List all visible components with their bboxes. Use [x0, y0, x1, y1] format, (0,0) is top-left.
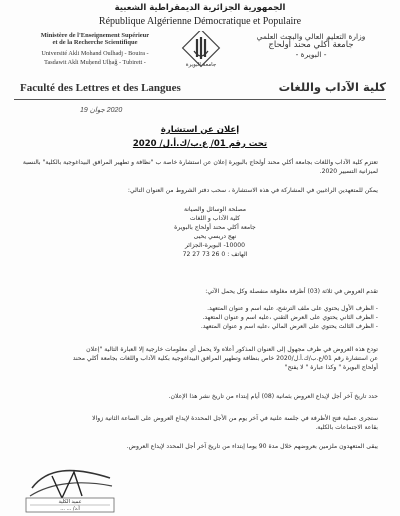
deposit-line: تودع هذه العروض في ظرف مجهول إلى العنوان المذكور أعلاه ولا يحمل أي معلومات خارجية إلا العبارة التالية "إعلان	[86, 346, 378, 353]
faculty-fr: Faculté des Lettres et des Langues	[20, 82, 181, 94]
logo-caption: جامعة البويرة	[185, 62, 217, 68]
address-line: نهج دريسي يحيى	[193, 233, 237, 240]
address-line: 10000- البويرة-الجزائر	[184, 242, 246, 249]
deadline-paragraph: حدد تاريخ آخر أجل لإيداع العروض بثمانية (08) أيام إبتداء من تاريخ نشر هذا الإعلان.	[168, 393, 378, 400]
fr-ministry-line-2: et de la Recherche Scientifique	[52, 39, 138, 47]
address-block	[160, 205, 270, 259]
header-fr-republic: République Algérienne Démocratique et Populaire	[98, 16, 302, 27]
ar-city-line: - البويرة -	[295, 50, 327, 59]
date-stamp: 2020 جوان 19	[80, 107, 123, 114]
opening-paragraph	[22, 414, 378, 432]
faculty-ar: كلية الآداب واللغات	[278, 80, 386, 94]
intro-paragraph	[22, 158, 378, 176]
address-line: مصلحة الوسائل والصيانة	[183, 206, 247, 213]
intro-text: تعتزم كلية الآداب واللغات بجامعة أكلي محند أولحاج بالبويرة إعلان عن استشارة خاصة ب "نظافة و تطهير المرافق البيداغوجية بالكلية" بالنسبة لميزانية التسيير 2020.	[22, 159, 378, 175]
deposit-line: عن استشارة رقم 01/ع.ب/ك.أ.ل/2020 خاص بنظافة وتطهير المرافق البيداغوجية بكلية الآداب واللغات بجامعة أكلي محند	[72, 355, 378, 362]
fr-ministry-line-1: Ministère de l'Enseignement Supérieur	[40, 32, 150, 39]
validity-paragraph: يبقى المتعهدون ملزمين بعروضهم خلال مدة 90 يوما إبتداء من تاريخ آخر أجل المحدد لإيداع العروض.	[126, 443, 378, 450]
ar-university-line: جامعة أكلي محند أولحاج	[268, 40, 354, 50]
withdraw-paragraph: يمكن للمتعهدين الراغبين في المشاركة في هذه الاستشارة ، سحب دفتر الشروط من العنوان التالي:	[127, 187, 378, 194]
address-line: الهاتف : 0 26 73 27 72	[182, 251, 248, 258]
signature-name: أ.د/ ... ...	[60, 506, 80, 512]
university-logo	[180, 31, 222, 73]
offers-list	[22, 304, 378, 331]
deposit-line: أولحاج البويرة " وكذا عبارة " لا يفتح"	[284, 364, 378, 371]
ar-ministry-line: وزارة التعليم العالي والبحث العلمي	[256, 32, 366, 41]
notice-title: إعلان عن استشارة	[160, 125, 240, 135]
signature-stamp	[22, 458, 118, 514]
header-fr-ministry	[20, 32, 170, 67]
offer-item: - الظرف الأول يحتوي على ملف الترشح، عليه اسم و عنوان المتعهد.	[207, 305, 378, 312]
offer-item: - الظرف الثاني يحتوي على العرض التقني ،عليه اسم و عنوان المتعهد.	[202, 314, 378, 321]
signature-title: عميد الكلية	[58, 499, 82, 505]
header-ar-ministry	[232, 32, 390, 59]
notice-number: تحت رقم 01/ ع.ب/ك.أ.ل/ 2020	[132, 139, 268, 149]
address-line: جامعة أكلي محند أولحاج بالبويرة	[174, 224, 256, 231]
deposit-paragraph	[22, 345, 378, 372]
header-divider	[14, 99, 386, 100]
offers-intro: تقدم العروض في ثلاثة (03) أظرفة مغلوقة منفصلة وكل يحمل الآتي:	[205, 288, 378, 295]
address-line: كلية الآداب و اللغات	[189, 215, 241, 222]
header-ar-republic: الجمهورية الجزائرية الديمقراطية الشعبية	[114, 3, 286, 13]
fr-university-line-1: Université Akli Mohand Oulhadj - Bouira -	[41, 49, 149, 57]
opening-line: ستجرى عملية فتح الأظرفة في جلسة علنية في آخر يوم من الأجل المحددة لإيداع العروض على الساعة الثانية زوالا	[92, 415, 378, 422]
offer-item: - الظرف الثالث يحتوي على العرض المالي ،عليه اسم و عنوان المتعهد.	[200, 323, 378, 330]
opening-line: بقاعة الاجتماعات بالكلية.	[315, 424, 378, 431]
fr-university-line-2: Tasdawit Akli Muḥend Ulḥaǧ - Tubirett -	[44, 59, 146, 67]
